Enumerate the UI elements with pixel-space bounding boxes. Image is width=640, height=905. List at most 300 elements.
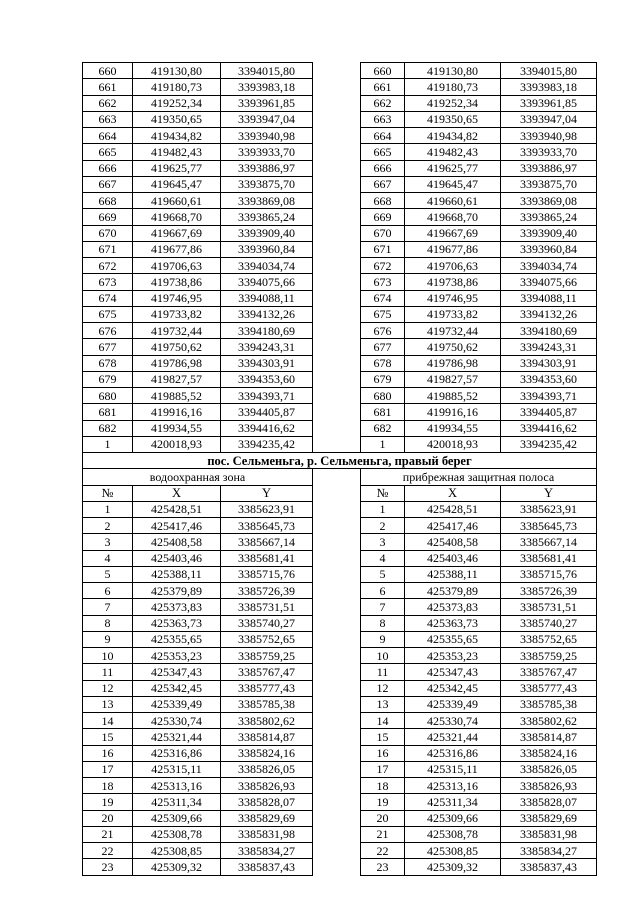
right-point-number: 7 bbox=[361, 599, 405, 615]
right-x-coordinate: 419885,52 bbox=[405, 388, 501, 404]
table-row bbox=[83, 420, 597, 436]
right-x-coordinate: 425308,85 bbox=[405, 843, 501, 859]
right-y-coordinate: 3385767,47 bbox=[501, 664, 597, 680]
left-point-number: 667 bbox=[83, 176, 133, 192]
left-y-header: Y bbox=[221, 485, 313, 501]
left-y-coordinate: 3385828,07 bbox=[221, 794, 313, 810]
left-point-number: 662 bbox=[83, 95, 133, 111]
table-row bbox=[83, 826, 597, 842]
left-x-coordinate: 419916,16 bbox=[133, 404, 221, 420]
right-y-coordinate: 3394416,62 bbox=[501, 420, 597, 436]
left-point-number: 663 bbox=[83, 111, 133, 127]
left-point-number: 1 bbox=[83, 501, 133, 517]
table-row bbox=[83, 583, 597, 599]
right-x-coordinate: 425342,45 bbox=[405, 680, 501, 696]
right-y-coordinate: 3385740,27 bbox=[501, 615, 597, 631]
right-x-coordinate: 425353,23 bbox=[405, 648, 501, 664]
right-x-coordinate: 419706,63 bbox=[405, 258, 501, 274]
header-row bbox=[83, 485, 597, 501]
table-row bbox=[83, 680, 597, 696]
left-x-coordinate: 419677,86 bbox=[133, 241, 221, 257]
right-y-coordinate: 3385731,51 bbox=[501, 599, 597, 615]
right-x-coordinate: 419660,61 bbox=[405, 193, 501, 209]
left-x-coordinate: 419732,44 bbox=[133, 323, 221, 339]
right-y-coordinate: 3385645,73 bbox=[501, 518, 597, 534]
right-y-coordinate: 3394243,31 bbox=[501, 339, 597, 355]
right-x-coordinate: 425428,51 bbox=[405, 501, 501, 517]
right-y-coordinate: 3385726,39 bbox=[501, 583, 597, 599]
left-x-coordinate: 425342,45 bbox=[133, 680, 221, 696]
left-point-number: 661 bbox=[83, 79, 133, 95]
left-point-number: 668 bbox=[83, 193, 133, 209]
left-x-coordinate: 419738,86 bbox=[133, 274, 221, 290]
right-y-coordinate: 3394393,71 bbox=[501, 388, 597, 404]
right-point-number: 14 bbox=[361, 713, 405, 729]
left-point-number: 680 bbox=[83, 388, 133, 404]
right-point-number: 12 bbox=[361, 680, 405, 696]
table-row bbox=[83, 843, 597, 859]
right-y-coordinate: 3394405,87 bbox=[501, 404, 597, 420]
left-y-coordinate: 3385829,69 bbox=[221, 810, 313, 826]
column-gap bbox=[313, 404, 361, 420]
right-y-coordinate: 3385837,43 bbox=[501, 859, 597, 875]
column-gap bbox=[313, 615, 361, 631]
column-gap bbox=[313, 485, 361, 501]
left-y-coordinate: 3394132,26 bbox=[221, 306, 313, 322]
coordinate-document bbox=[82, 62, 596, 876]
column-gap bbox=[313, 631, 361, 647]
left-y-coordinate: 3393960,84 bbox=[221, 241, 313, 257]
right-x-coordinate: 425379,89 bbox=[405, 583, 501, 599]
left-point-number: 674 bbox=[83, 290, 133, 306]
right-y-coordinate: 3385829,69 bbox=[501, 810, 597, 826]
right-point-number: 11 bbox=[361, 664, 405, 680]
right-x-coordinate: 425417,46 bbox=[405, 518, 501, 534]
column-gap bbox=[313, 469, 361, 485]
left-y-coordinate: 3385785,38 bbox=[221, 696, 313, 712]
right-y-coordinate: 3385623,91 bbox=[501, 501, 597, 517]
left-y-coordinate: 3394243,31 bbox=[221, 339, 313, 355]
right-point-number: 667 bbox=[361, 176, 405, 192]
right-point-number: 19 bbox=[361, 794, 405, 810]
right-x-coordinate: 425311,34 bbox=[405, 794, 501, 810]
right-x-coordinate: 425388,11 bbox=[405, 566, 501, 582]
right-point-number: 669 bbox=[361, 209, 405, 225]
table-row bbox=[83, 631, 597, 647]
column-gap bbox=[313, 63, 361, 79]
right-y-coordinate: 3385828,07 bbox=[501, 794, 597, 810]
column-gap bbox=[313, 306, 361, 322]
left-y-coordinate: 3393961,85 bbox=[221, 95, 313, 111]
left-y-coordinate: 3393865,24 bbox=[221, 209, 313, 225]
left-y-coordinate: 3394180,69 bbox=[221, 323, 313, 339]
right-x-coordinate: 419738,86 bbox=[405, 274, 501, 290]
right-x-coordinate: 425308,78 bbox=[405, 826, 501, 842]
right-y-coordinate: 3394075,66 bbox=[501, 274, 597, 290]
column-gap bbox=[313, 79, 361, 95]
left-x-coordinate: 420018,93 bbox=[133, 436, 221, 452]
left-x-coordinate: 425308,85 bbox=[133, 843, 221, 859]
right-point-number: 662 bbox=[361, 95, 405, 111]
right-x-coordinate: 419645,47 bbox=[405, 176, 501, 192]
table-row bbox=[83, 729, 597, 745]
right-y-coordinate: 3385834,27 bbox=[501, 843, 597, 859]
column-gap bbox=[313, 436, 361, 452]
table-row bbox=[83, 339, 597, 355]
table-row bbox=[83, 745, 597, 761]
column-gap bbox=[313, 209, 361, 225]
left-number-header: № bbox=[83, 485, 133, 501]
table-row bbox=[83, 761, 597, 777]
right-x-coordinate: 425408,58 bbox=[405, 534, 501, 550]
right-y-coordinate: 3393865,24 bbox=[501, 209, 597, 225]
left-x-coordinate: 425315,11 bbox=[133, 761, 221, 777]
table-row bbox=[83, 128, 597, 144]
right-y-coordinate: 3385826,05 bbox=[501, 761, 597, 777]
column-gap bbox=[313, 111, 361, 127]
right-y-coordinate: 3385681,41 bbox=[501, 550, 597, 566]
left-x-coordinate: 419252,34 bbox=[133, 95, 221, 111]
left-point-number: 673 bbox=[83, 274, 133, 290]
table-row bbox=[83, 111, 597, 127]
left-y-coordinate: 3393875,70 bbox=[221, 176, 313, 192]
left-point-number: 665 bbox=[83, 144, 133, 160]
right-y-coordinate: 3394353,60 bbox=[501, 371, 597, 387]
right-point-number: 21 bbox=[361, 826, 405, 842]
left-y-coordinate: 3385740,27 bbox=[221, 615, 313, 631]
right-point-number: 5 bbox=[361, 566, 405, 582]
left-point-number: 21 bbox=[83, 826, 133, 842]
column-gap bbox=[313, 501, 361, 517]
right-point-number: 16 bbox=[361, 745, 405, 761]
left-y-coordinate: 3394303,91 bbox=[221, 355, 313, 371]
left-x-coordinate: 425339,49 bbox=[133, 696, 221, 712]
left-point-number: 11 bbox=[83, 664, 133, 680]
right-point-number: 682 bbox=[361, 420, 405, 436]
left-x-coordinate: 419746,95 bbox=[133, 290, 221, 306]
left-point-number: 677 bbox=[83, 339, 133, 355]
left-y-coordinate: 3393909,40 bbox=[221, 225, 313, 241]
left-y-coordinate: 3385667,14 bbox=[221, 534, 313, 550]
left-point-number: 20 bbox=[83, 810, 133, 826]
left-y-coordinate: 3385752,65 bbox=[221, 631, 313, 647]
right-point-number: 4 bbox=[361, 550, 405, 566]
left-y-coordinate: 3385826,93 bbox=[221, 778, 313, 794]
left-y-coordinate: 3385623,91 bbox=[221, 501, 313, 517]
column-gap bbox=[313, 371, 361, 387]
left-point-number: 671 bbox=[83, 241, 133, 257]
right-x-coordinate: 419667,69 bbox=[405, 225, 501, 241]
right-point-number: 13 bbox=[361, 696, 405, 712]
right-x-coordinate: 425313,16 bbox=[405, 778, 501, 794]
left-x-coordinate: 425330,74 bbox=[133, 713, 221, 729]
table-row bbox=[83, 436, 597, 452]
left-point-number: 3 bbox=[83, 534, 133, 550]
left-y-coordinate: 3385831,98 bbox=[221, 826, 313, 842]
right-point-number: 676 bbox=[361, 323, 405, 339]
right-x-coordinate: 419732,44 bbox=[405, 323, 501, 339]
left-x-coordinate: 419350,65 bbox=[133, 111, 221, 127]
column-gap bbox=[313, 225, 361, 241]
left-x-coordinate: 425417,46 bbox=[133, 518, 221, 534]
table-row bbox=[83, 388, 597, 404]
right-x-header: X bbox=[405, 485, 501, 501]
right-point-number: 665 bbox=[361, 144, 405, 160]
left-x-header: X bbox=[133, 485, 221, 501]
column-gap bbox=[313, 550, 361, 566]
table-row bbox=[83, 258, 597, 274]
left-point-number: 1 bbox=[83, 436, 133, 452]
left-y-coordinate: 3394088,11 bbox=[221, 290, 313, 306]
left-y-coordinate: 3385834,27 bbox=[221, 843, 313, 859]
right-point-number: 675 bbox=[361, 306, 405, 322]
table-row bbox=[83, 859, 597, 875]
table-row bbox=[83, 209, 597, 225]
right-x-coordinate: 419350,65 bbox=[405, 111, 501, 127]
left-x-coordinate: 419668,70 bbox=[133, 209, 221, 225]
left-x-coordinate: 425363,73 bbox=[133, 615, 221, 631]
table-row bbox=[83, 794, 597, 810]
left-x-coordinate: 419733,82 bbox=[133, 306, 221, 322]
right-y-coordinate: 3394180,69 bbox=[501, 323, 597, 339]
right-y-coordinate: 3393947,04 bbox=[501, 111, 597, 127]
left-x-coordinate: 425309,66 bbox=[133, 810, 221, 826]
column-gap bbox=[313, 696, 361, 712]
right-point-number: 668 bbox=[361, 193, 405, 209]
left-y-coordinate: 3385726,39 bbox=[221, 583, 313, 599]
table-row bbox=[83, 95, 597, 111]
left-point-number: 679 bbox=[83, 371, 133, 387]
left-point-number: 23 bbox=[83, 859, 133, 875]
right-point-number: 673 bbox=[361, 274, 405, 290]
left-point-number: 678 bbox=[83, 355, 133, 371]
right-y-coordinate: 3393933,70 bbox=[501, 144, 597, 160]
right-y-coordinate: 3393886,97 bbox=[501, 160, 597, 176]
left-x-coordinate: 425309,32 bbox=[133, 859, 221, 875]
right-point-number: 17 bbox=[361, 761, 405, 777]
column-gap bbox=[313, 648, 361, 664]
table-row bbox=[83, 550, 597, 566]
left-y-coordinate: 3394015,80 bbox=[221, 63, 313, 79]
right-x-coordinate: 419916,16 bbox=[405, 404, 501, 420]
left-point-number: 672 bbox=[83, 258, 133, 274]
right-x-coordinate: 419434,82 bbox=[405, 128, 501, 144]
table-row bbox=[83, 193, 597, 209]
table-row bbox=[83, 566, 597, 582]
right-y-coordinate: 3394088,11 bbox=[501, 290, 597, 306]
column-gap bbox=[313, 680, 361, 696]
right-y-coordinate: 3385824,16 bbox=[501, 745, 597, 761]
left-y-coordinate: 3385814,87 bbox=[221, 729, 313, 745]
table-row bbox=[83, 810, 597, 826]
column-gap bbox=[313, 859, 361, 875]
column-gap bbox=[313, 323, 361, 339]
column-gap bbox=[313, 241, 361, 257]
right-x-coordinate: 425309,66 bbox=[405, 810, 501, 826]
left-y-coordinate: 3393886,97 bbox=[221, 160, 313, 176]
right-y-coordinate: 3385759,25 bbox=[501, 648, 597, 664]
right-x-coordinate: 419934,55 bbox=[405, 420, 501, 436]
column-gap bbox=[313, 128, 361, 144]
table-row bbox=[83, 144, 597, 160]
table-row bbox=[83, 599, 597, 615]
left-x-coordinate: 419827,57 bbox=[133, 371, 221, 387]
right-point-number: 678 bbox=[361, 355, 405, 371]
left-y-coordinate: 3385715,76 bbox=[221, 566, 313, 582]
right-point-number: 6 bbox=[361, 583, 405, 599]
column-gap bbox=[313, 160, 361, 176]
table-row bbox=[83, 534, 597, 550]
column-gap bbox=[313, 843, 361, 859]
right-point-number: 23 bbox=[361, 859, 405, 875]
left-x-coordinate: 419667,69 bbox=[133, 225, 221, 241]
column-gap bbox=[313, 258, 361, 274]
right-point-number: 660 bbox=[361, 63, 405, 79]
table-row bbox=[83, 664, 597, 680]
right-x-coordinate: 425363,73 bbox=[405, 615, 501, 631]
right-y-coordinate: 3394132,26 bbox=[501, 306, 597, 322]
right-x-coordinate: 425330,74 bbox=[405, 713, 501, 729]
left-point-number: 681 bbox=[83, 404, 133, 420]
left-x-coordinate: 425403,46 bbox=[133, 550, 221, 566]
right-x-coordinate: 419677,86 bbox=[405, 241, 501, 257]
column-gap bbox=[313, 388, 361, 404]
left-point-number: 5 bbox=[83, 566, 133, 582]
right-point-number: 18 bbox=[361, 778, 405, 794]
left-point-number: 18 bbox=[83, 778, 133, 794]
left-x-coordinate: 419645,47 bbox=[133, 176, 221, 192]
left-x-coordinate: 425379,89 bbox=[133, 583, 221, 599]
left-x-coordinate: 425428,51 bbox=[133, 501, 221, 517]
column-gap bbox=[313, 274, 361, 290]
left-y-coordinate: 3394405,87 bbox=[221, 404, 313, 420]
column-gap bbox=[313, 664, 361, 680]
left-point-number: 19 bbox=[83, 794, 133, 810]
right-x-coordinate: 425315,11 bbox=[405, 761, 501, 777]
column-gap bbox=[313, 355, 361, 371]
left-y-coordinate: 3394034,74 bbox=[221, 258, 313, 274]
table-row bbox=[83, 696, 597, 712]
left-subtitle: водоохранная зона bbox=[83, 469, 313, 485]
right-point-number: 679 bbox=[361, 371, 405, 387]
left-point-number: 675 bbox=[83, 306, 133, 322]
left-y-coordinate: 3393869,08 bbox=[221, 193, 313, 209]
right-y-coordinate: 3393869,08 bbox=[501, 193, 597, 209]
right-point-number: 3 bbox=[361, 534, 405, 550]
left-x-coordinate: 419934,55 bbox=[133, 420, 221, 436]
subtitle-row bbox=[83, 469, 597, 485]
right-x-coordinate: 425316,86 bbox=[405, 745, 501, 761]
table-row bbox=[83, 176, 597, 192]
left-point-number: 22 bbox=[83, 843, 133, 859]
left-y-coordinate: 3385681,41 bbox=[221, 550, 313, 566]
right-point-number: 2 bbox=[361, 518, 405, 534]
left-point-number: 660 bbox=[83, 63, 133, 79]
column-gap bbox=[313, 778, 361, 794]
left-x-coordinate: 425308,78 bbox=[133, 826, 221, 842]
left-point-number: 6 bbox=[83, 583, 133, 599]
table-row bbox=[83, 241, 597, 257]
column-gap bbox=[313, 95, 361, 111]
right-point-number: 666 bbox=[361, 160, 405, 176]
left-x-coordinate: 425311,34 bbox=[133, 794, 221, 810]
left-x-coordinate: 425388,11 bbox=[133, 566, 221, 582]
right-x-coordinate: 419827,57 bbox=[405, 371, 501, 387]
right-point-number: 1 bbox=[361, 501, 405, 517]
left-x-coordinate: 419180,73 bbox=[133, 79, 221, 95]
left-point-number: 666 bbox=[83, 160, 133, 176]
right-x-coordinate: 419750,62 bbox=[405, 339, 501, 355]
right-x-coordinate: 425339,49 bbox=[405, 696, 501, 712]
table-row bbox=[83, 615, 597, 631]
right-point-number: 664 bbox=[361, 128, 405, 144]
left-x-coordinate: 425347,43 bbox=[133, 664, 221, 680]
right-y-coordinate: 3385785,38 bbox=[501, 696, 597, 712]
right-point-number: 672 bbox=[361, 258, 405, 274]
table-row bbox=[83, 79, 597, 95]
table-row bbox=[83, 778, 597, 794]
left-point-number: 15 bbox=[83, 729, 133, 745]
right-x-coordinate: 425355,65 bbox=[405, 631, 501, 647]
table-row bbox=[83, 501, 597, 517]
left-x-coordinate: 425321,44 bbox=[133, 729, 221, 745]
right-point-number: 670 bbox=[361, 225, 405, 241]
left-x-coordinate: 425353,23 bbox=[133, 648, 221, 664]
left-point-number: 16 bbox=[83, 745, 133, 761]
column-gap bbox=[313, 566, 361, 582]
right-y-coordinate: 3385814,87 bbox=[501, 729, 597, 745]
left-x-coordinate: 419434,82 bbox=[133, 128, 221, 144]
table-row bbox=[83, 306, 597, 322]
right-y-coordinate: 3385826,93 bbox=[501, 778, 597, 794]
left-y-coordinate: 3385759,25 bbox=[221, 648, 313, 664]
column-gap bbox=[313, 290, 361, 306]
left-y-coordinate: 3385645,73 bbox=[221, 518, 313, 534]
column-gap bbox=[313, 144, 361, 160]
left-y-coordinate: 3393940,98 bbox=[221, 128, 313, 144]
right-y-coordinate: 3385752,65 bbox=[501, 631, 597, 647]
right-y-coordinate: 3394235,42 bbox=[501, 436, 597, 452]
table-row bbox=[83, 63, 597, 79]
left-x-coordinate: 425313,16 bbox=[133, 778, 221, 794]
column-gap bbox=[313, 599, 361, 615]
table-row bbox=[83, 648, 597, 664]
table-row bbox=[83, 274, 597, 290]
column-gap bbox=[313, 176, 361, 192]
right-x-coordinate: 420018,93 bbox=[405, 436, 501, 452]
left-point-number: 14 bbox=[83, 713, 133, 729]
right-y-coordinate: 3394303,91 bbox=[501, 355, 597, 371]
left-x-coordinate: 419706,63 bbox=[133, 258, 221, 274]
left-y-coordinate: 3393933,70 bbox=[221, 144, 313, 160]
left-x-coordinate: 419660,61 bbox=[133, 193, 221, 209]
left-x-coordinate: 419625,77 bbox=[133, 160, 221, 176]
left-y-coordinate: 3385802,62 bbox=[221, 713, 313, 729]
column-gap bbox=[313, 193, 361, 209]
left-point-number: 670 bbox=[83, 225, 133, 241]
left-point-number: 10 bbox=[83, 648, 133, 664]
right-y-coordinate: 3394034,74 bbox=[501, 258, 597, 274]
left-point-number: 7 bbox=[83, 599, 133, 615]
left-point-number: 676 bbox=[83, 323, 133, 339]
right-point-number: 663 bbox=[361, 111, 405, 127]
table-row bbox=[83, 160, 597, 176]
left-point-number: 4 bbox=[83, 550, 133, 566]
right-y-coordinate: 3385831,98 bbox=[501, 826, 597, 842]
table-row bbox=[83, 404, 597, 420]
right-point-number: 681 bbox=[361, 404, 405, 420]
table-row bbox=[83, 713, 597, 729]
